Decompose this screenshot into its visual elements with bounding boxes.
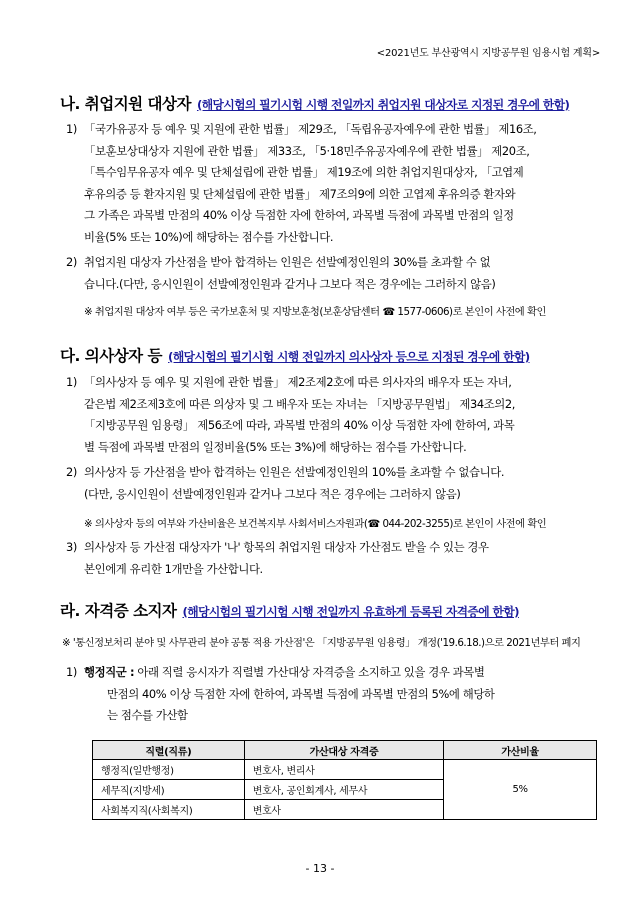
section-da-note: (해당시험의 필기시험 시행 전일까지 의사상자 등으로 지정된 경우에 한함): [168, 350, 530, 364]
table-header-cell: 가산대상 자격증: [244, 741, 444, 760]
table-header-row: [93, 741, 597, 760]
text-line: 「특수임무유공자 예우 및 단체설립에 관한 법률」 제19조에 의한 취업지원대상자, 「고엽제: [84, 165, 524, 179]
text-line: 「국가유공자 등 예우 및 지원에 관한 법률」 제29조, 「독립유공자예우에 관한 법률」 제16조,: [84, 122, 537, 136]
section-na-note: (해당시험의 필기시험 시행 전일까지 취업지원 대상자로 지정된 경우에 한함): [196, 98, 570, 112]
text-line: 후유의증 등 환자지원 및 단체설립에 관한 법률」 제7조의9에 의한 고엽제 후유의증 환자와: [84, 186, 516, 201]
table-cell: 변호사: [244, 800, 444, 820]
section-na-remark: ※ 취업지원 대상자 여부 등은 국가보훈처 및 지방보훈청(보훈상담센터 ☎ 1577-0606)로 본인이 사전에 확인: [84, 306, 546, 318]
text-line: 「보훈보상대상자 지원에 관한 법률」 제33조, 「5·18민주유공자예우에 관한 법률」 제20조,: [84, 143, 530, 158]
section-da-title: [60, 344, 530, 366]
item-number: 1): [66, 375, 77, 389]
table-cell: 행정직(일반행정): [93, 760, 245, 780]
section-na-title: [60, 92, 569, 114]
text-line: 의사상자 등 가산점 대상자가 '나' 항목의 취업지원 대상자 가산점도 받을 수 있는 경우: [84, 540, 489, 554]
text-line: (다만, 응시인원이 선발예정인원과 같거나 그보다 적은 경우에는 그러하지 않음): [84, 486, 461, 501]
section-ra-remark: ※ '통신정보처리 분야 및 사무관리 분야 공통 적용 가산점'은 「지방공무원 임용령」 개정('19.6.18.)으로 2021년부터 폐지: [62, 637, 581, 649]
text-line: 습니다.(다만, 응시인원이 선발예정인원과 같거나 그보다 적은 경우에는 그러하지 않음): [84, 276, 496, 291]
section-da-item-1: [66, 372, 596, 458]
text-line: 「의사상자 등 예우 및 지원에 관한 법률」 제2조제2호에 따른 의사자의 배우자 또는 자녀,: [84, 375, 512, 389]
item-number: 1): [66, 665, 77, 679]
text-line: 본인에게 유리한 1개만을 가산합니다.: [84, 561, 263, 576]
table-row: [93, 760, 597, 780]
text-line: 별 득점에 과목별 만점의 일정비율(5% 또는 3%)에 해당하는 점수를 가산합니다.: [84, 439, 467, 454]
item-heading: 행정직군 :: [84, 665, 135, 679]
item-number: 2): [66, 255, 77, 269]
section-na-item-1: [66, 119, 596, 248]
text-line: 취업지원 대상자 가산점을 받아 합격하는 인원은 선발예정인원의 30%를 초과할 수 없: [84, 255, 491, 269]
section-ra-title: [60, 599, 519, 621]
table-header-cell: 가산비율: [444, 741, 597, 760]
text-line: 는 점수를 가산함: [107, 708, 188, 722]
table-header-cell: 직렬(직류): [93, 741, 245, 760]
text-line: 「지방공무원 임용령」 제56조에 따라, 과목별 만점의 40% 이상 득점한 자에 한하여, 과목: [84, 418, 515, 432]
text-line: [84, 662, 596, 684]
text-line-body: 아래 직렬 응시자가 직렬별 가산대상 자격증을 소지하고 있을 경우 과목별: [137, 665, 485, 679]
item-number: 2): [66, 465, 77, 479]
section-da-remark: ※ 의사상자 등의 여부와 가산비율은 보건복지부 사회서비스자원과(☎ 044-202-3255)로 본인이 사전에 확인: [84, 518, 547, 530]
section-ra-heading: 라. 자격증 소지자: [60, 602, 177, 620]
section-na-heading: 나. 취업지원 대상자: [60, 95, 191, 113]
text-line: 비율(5% 또는 10%)에 해당하는 점수를 가산합니다.: [84, 229, 334, 244]
section-da-item-3: [66, 537, 596, 580]
text-line: 만점의 40% 이상 득점한 자에 한하여, 과목별 득점에 과목별 만점의 5%에 해당하: [107, 686, 495, 701]
section-ra-item-1: [66, 662, 596, 727]
rate-cell: 5%: [444, 760, 597, 820]
section-da-heading: 다. 의사상자 등: [60, 347, 163, 365]
table-cell: 사회복지직(사회복지): [93, 800, 245, 820]
item-number: 1): [66, 122, 77, 136]
item-number: 3): [66, 540, 77, 554]
section-da-item-2: [66, 462, 596, 505]
table-cell: 변호사, 변리사: [244, 760, 444, 780]
section-ra-note: (해당시험의 필기시험 시행 전일까지 유효하게 등록된 자격증에 한함): [182, 605, 519, 619]
text-line: 의사상자 등 가산점을 받아 합격하는 인원은 선발예정인원의 10%를 초과할 수 없습니다.: [84, 465, 505, 479]
document-header: <2021년도 부산광역시 지방공무원 임용시험 계획>: [376, 48, 600, 59]
text-line: 그 가족은 과목별 만점의 40% 이상 득점한 자에 한하여, 과목별 득점에 과목별 만점의 일정: [84, 208, 514, 222]
section-na-item-2: [66, 252, 596, 295]
qualification-table: [92, 740, 597, 820]
text-line: 같은법 제2조제3호에 따른 의상자 및 그 배우자 또는 자녀는 「지방공무원법」 제34조의2,: [84, 396, 515, 411]
table-cell: 세무직(지방세): [93, 780, 245, 800]
table-cell: 변호사, 공인회계사, 세무사: [244, 780, 444, 800]
page-number: - 13 -: [305, 862, 335, 875]
